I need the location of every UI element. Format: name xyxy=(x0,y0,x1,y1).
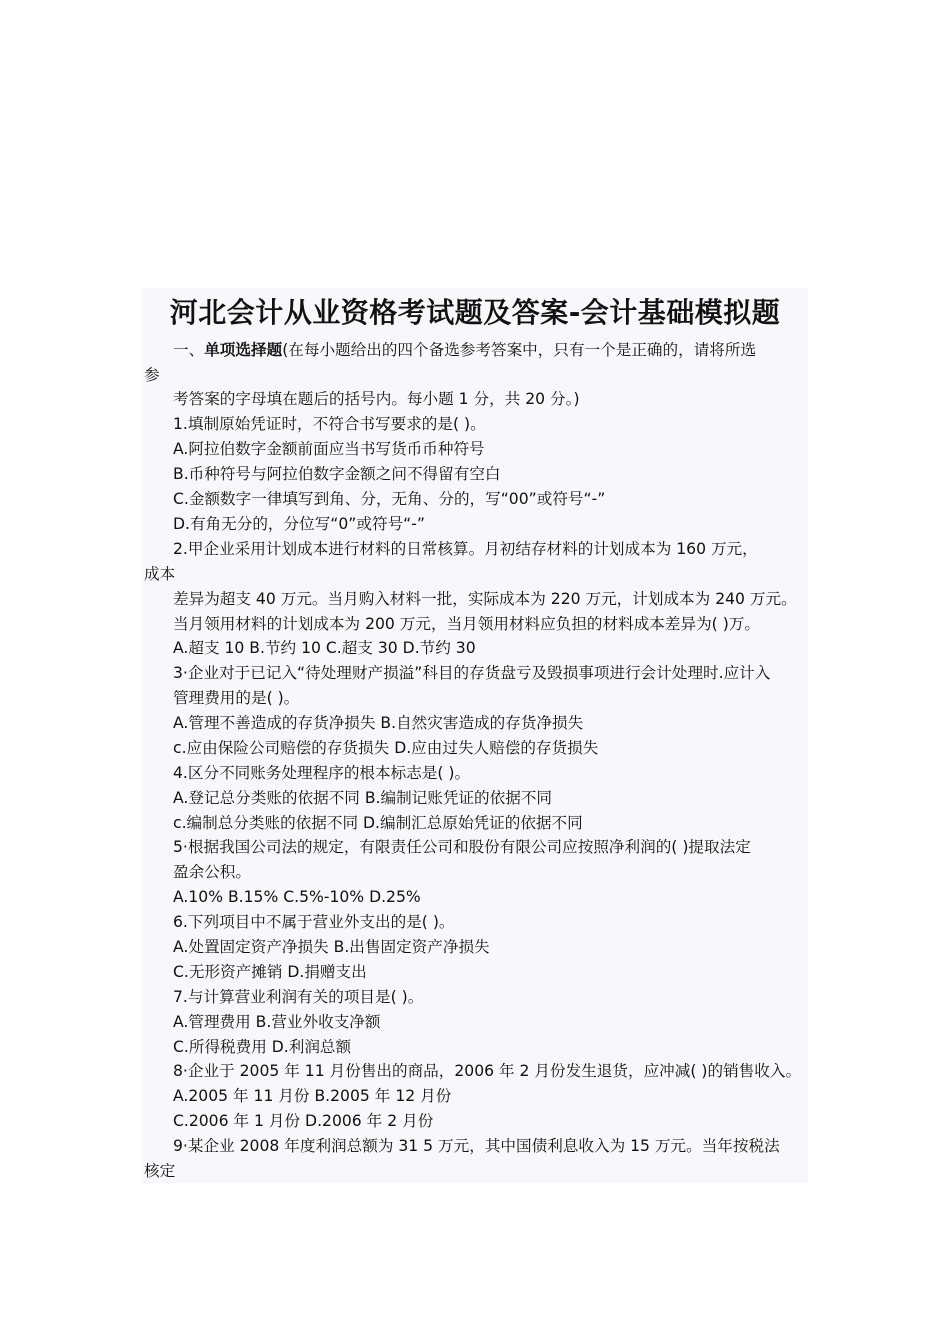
question-1-option-c: C.金额数字一律填写到角、分，无角、分的，写“00”或符号“-” xyxy=(173,490,606,508)
question-6-options-cd: C.无形资产摊销 D.捐赠支出 xyxy=(173,963,367,981)
question-1: 1.填制原始凭证时，不符合书写要求的是( )。 xyxy=(173,415,486,433)
question-2-wrap: 成本 xyxy=(144,565,176,583)
question-2-continued-2: 当月领用材料的计划成本为 200 万元，当月领用材料应负担的材料成本差异为( )万。 xyxy=(173,615,760,633)
question-1-option-d: D.有角无分的，分位写“0”或符号“-” xyxy=(173,515,425,533)
question-2: 2.甲企业采用计划成本进行材料的日常核算。月初结存材料的计划成本为 160 万元， xyxy=(173,540,758,558)
question-1-option-b: B.币种符号与阿拉伯数字金额之问不得留有空白 xyxy=(173,465,501,483)
question-9: 9·某企业 2008 年度利润总额为 31 5 万元，其中国债利息收入为 15 万元。当年按税法 xyxy=(173,1137,780,1155)
question-6-options-ab: A.处置固定资产净损失 B.出售固定资产净损失 xyxy=(173,938,490,956)
question-7-options-cd: C.所得税费用 D.利润总额 xyxy=(173,1038,352,1056)
question-8: 8·企业于 2005 年 11 月份售出的商品，2006 年 2 月份发生退货，应冲减( )的销售收入。 xyxy=(173,1062,802,1080)
section-heading: 单项选择题 xyxy=(204,341,283,359)
question-3-continued: 管理费用的是( )。 xyxy=(173,689,300,707)
question-4: 4.区分不同账务处理程序的根本标志是( )。 xyxy=(173,764,471,782)
question-4-options-cd: c.编制总分类账的依据不同 D.编制汇总原始凭证的依据不同 xyxy=(173,814,583,832)
section-prefix: 一、 xyxy=(173,341,205,359)
section-intro-wrap: 参 xyxy=(144,366,160,384)
question-6: 6.下列项目中不属于营业外支出的是( )。 xyxy=(173,913,455,931)
question-2-options: A.超支 10 B.节约 10 C.超支 30 D.节约 30 xyxy=(173,639,476,657)
question-7: 7.与计算营业利润有关的项目是( )。 xyxy=(173,988,424,1006)
section-intro-text: (在每小题给出的四个备选参考答案中，只有一个是正确的，请将所选 xyxy=(282,341,757,359)
question-7-options-ab: A.管理费用 B.营业外收支净额 xyxy=(173,1013,381,1031)
question-2-continued: 差异为超支 40 万元。当月购入材料一批，实际成本为 220 万元，计划成本为 240 万元。 xyxy=(173,590,797,608)
question-4-options-ab: A.登记总分类账的依据不同 B.编制记账凭证的依据不同 xyxy=(173,789,553,807)
section-intro-continued: 考答案的字母填在题后的括号内。每小题 1 分，共 20 分。) xyxy=(173,390,580,408)
question-9-wrap: 核定 xyxy=(144,1162,176,1180)
question-5-options: A.10% B.15% C.5%-10% D.25% xyxy=(173,888,421,906)
question-5-continued: 盈余公积。 xyxy=(173,863,251,881)
document-title: 河北会计从业资格考试题及答案-会计基础模拟题 xyxy=(169,296,781,329)
question-3-options-cd: c.应由保险公司赔偿的存货损失 D.应由过失人赔偿的存货损失 xyxy=(173,739,599,757)
question-8-options-ab: A.2005 年 11 月份 B.2005 年 12 月份 xyxy=(173,1087,452,1105)
question-1-option-a: A.阿拉伯数字金额前面应当书写货币币种符号 xyxy=(173,440,485,458)
question-5: 5·根据我国公司法的规定，有限责任公司和股份有限公司应按照净利润的( )提取法定 xyxy=(173,838,751,856)
question-3: 3·企业对于已记入“待处理财产损溢”科目的存货盘亏及毁损事项进行会计处理时.应计入 xyxy=(173,664,771,682)
question-3-options-ab: A.管理不善造成的存货净损失 B.自然灾害造成的存货净损失 xyxy=(173,714,584,732)
question-8-options-cd: C.2006 年 1 月份 D.2006 年 2 月份 xyxy=(173,1112,434,1130)
section-intro-line xyxy=(173,339,756,361)
